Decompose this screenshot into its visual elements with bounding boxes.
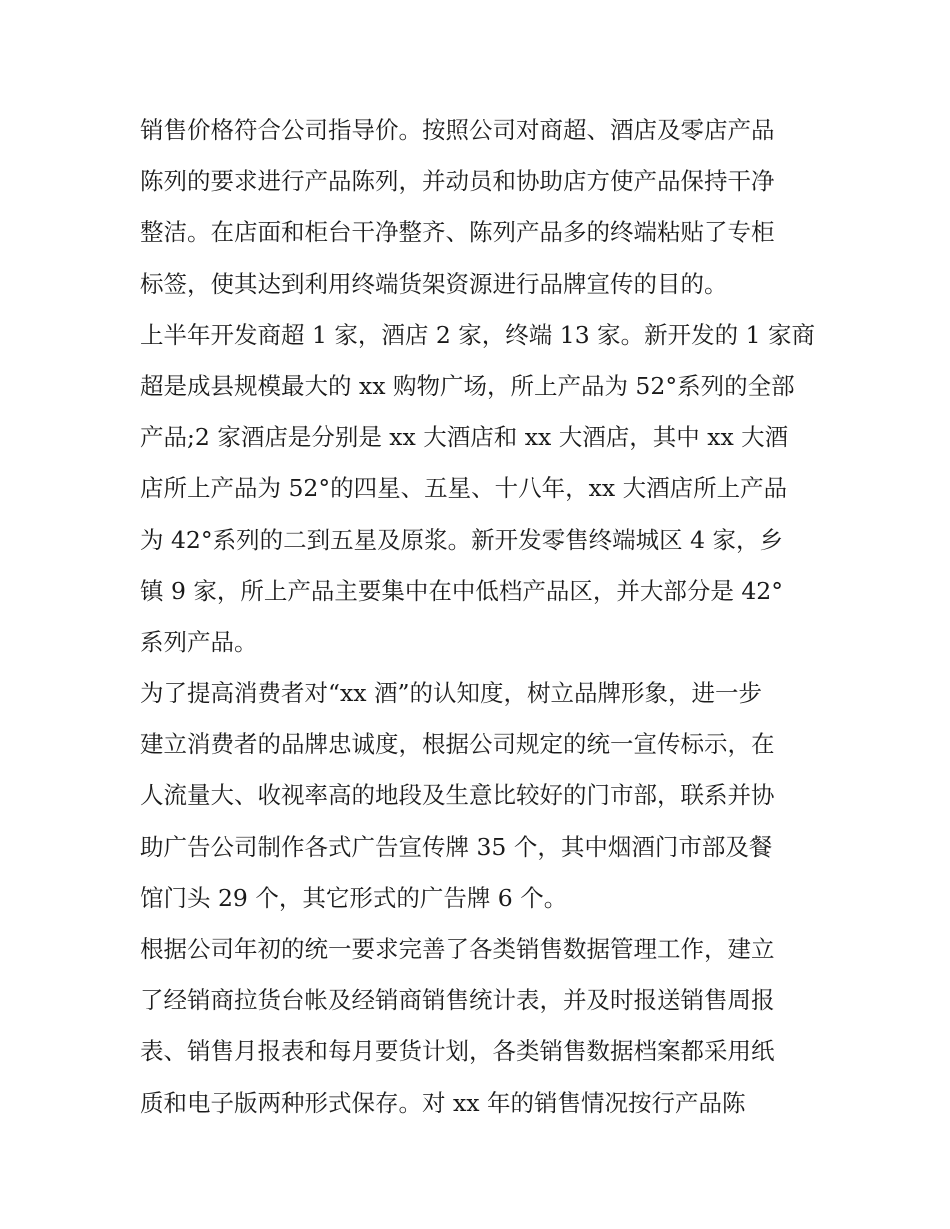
text-line: 镇 9 家，所上产品主要集中在中低档产品区，并大部分是 42° (140, 576, 784, 605)
text-line: 系列产品。 (140, 627, 258, 656)
document-body (140, 105, 816, 1129)
text-line: 助广告公司制作各式广告宣传牌 35 个，其中烟酒门市部及餐 (140, 832, 773, 861)
text-line: 陈列的要求进行产品陈列，并动员和协助店方使产品保持干净 (140, 167, 775, 196)
text-line: 超是成县规模最大的 xx 购物广场，所上产品为 52°系列的全部 (140, 371, 795, 400)
paragraph-brand-promotion (140, 668, 812, 924)
paragraph-sales-data-management (140, 924, 812, 1129)
text-line: 为 42°系列的二到五星及原浆。新开发零售终端城区 4 家，乡 (140, 525, 784, 554)
text-line: 产品;2 家酒店是分别是 xx 大酒店和 xx 大酒店，其中 xx 大酒 (140, 423, 789, 452)
text-line: 人流量大、收视率高的地段及生意比较好的门市部，联系并协 (140, 781, 775, 810)
text-line: 建立消费者的品牌忠诚度，根据公司规定的统一宣传标示，在 (140, 730, 775, 759)
paragraph-new-accounts (140, 310, 816, 668)
text-line: 店所上产品为 52°的四星、五星、十八年，xx 大酒店所上产品 (140, 474, 788, 503)
text-line: 销售价格符合公司指导价。按照公司对商超、酒店及零店产品 (140, 116, 775, 144)
text-line: 整洁。在店面和柜台干净整齐、陈列产品多的终端粘贴了专柜 (140, 218, 775, 247)
text-line: 上半年开发商超 1 家，酒店 2 家，终端 13 家。新开发的 1 家商 (140, 320, 816, 349)
text-line: 了经销商拉货台帐及经销商销售统计表，并及时报送销售周报 (140, 986, 775, 1015)
text-line: 为了提高消费者对“xx 酒”的认知度，树立品牌形象，进一步 (140, 679, 763, 708)
text-line: 馆门头 29 个，其它形式的广告牌 6 个。 (140, 883, 568, 912)
text-line: 质和电子版两种形式保存。对 xx 年的销售情况按行产品陈 (140, 1088, 746, 1117)
text-line: 根据公司年初的统一要求完善了各类销售数据管理工作，建立 (140, 935, 775, 963)
text-line: 表、销售月报表和每月要货计划，各类销售数据档案都采用纸 (140, 1037, 775, 1066)
text-line: 标签，使其达到利用终端货架资源进行品牌宣传的目的。 (140, 269, 728, 298)
paragraph-display-requirements (140, 105, 812, 310)
